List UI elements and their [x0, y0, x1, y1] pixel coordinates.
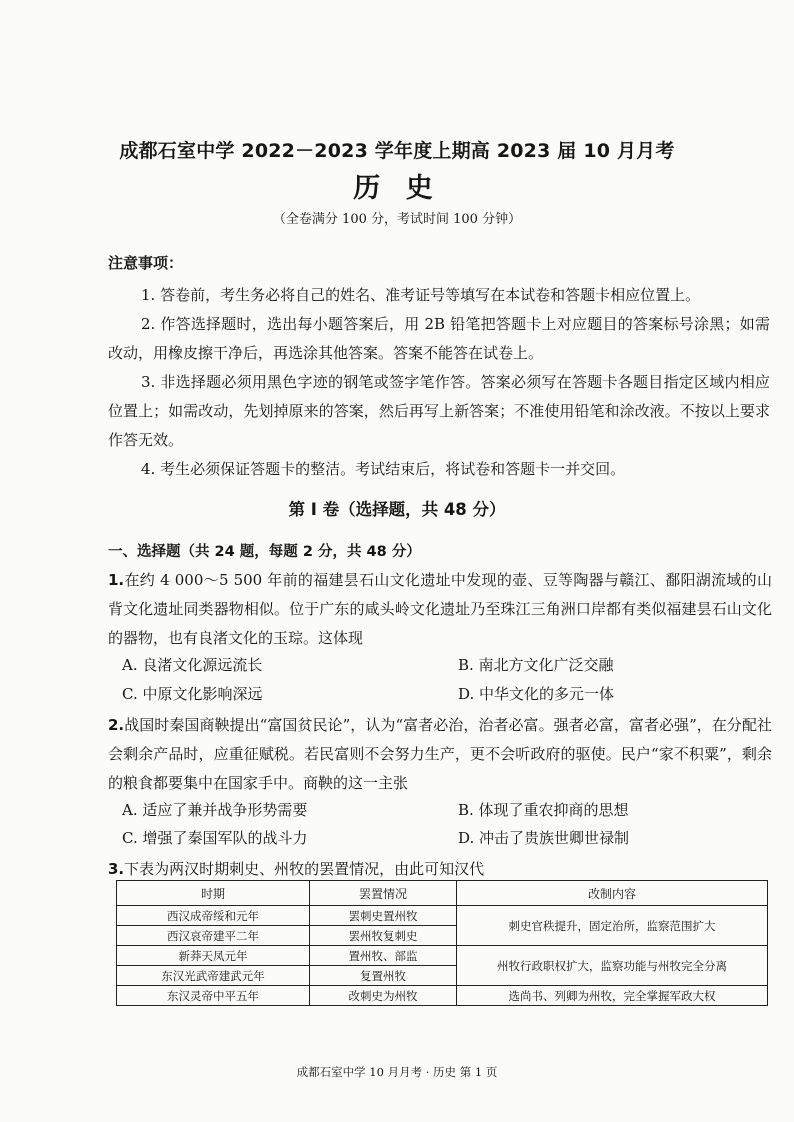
table-cell-reform: 刺史官秩提升，固定治所，监察范围扩大	[457, 906, 768, 946]
table-cell-status: 置州牧、部监	[310, 946, 457, 966]
option-d: D. 中华文化的多元一体	[458, 685, 615, 703]
notice-heading: 注意事项：	[108, 254, 184, 272]
part-heading: 一、选择题（共 24 题，每题 2 分，共 48 分）	[108, 544, 421, 560]
option-a: A. 适应了兼并战争形势需要	[122, 801, 308, 819]
table-row	[117, 986, 768, 1006]
question-number: 3.	[108, 860, 125, 878]
notice-item: 1. 答卷前，考生务必将自己的姓名、准考证号等填写在本试卷和答题卡相应位置上。	[141, 286, 701, 304]
notice-item: 2. 作答选择题时，选出每小题答案后，用 2B 铅笔把答题卡上对应题目的答案标号涂黑；如需改动，用橡皮擦干净后，再选涂其他答案。答案不能答在试卷上。	[108, 315, 770, 362]
table-header: 罢置情况	[310, 881, 457, 906]
question-stem: 战国时秦国商鞅提出“富国贫民论”，认为“富者必治，治者必富。强者必富，富者必强”，在分配社会剩余产品时，应重征赋税。若民富则不会努力生产，更不会听政府的驱使。民户“家不积粟”，剩余的粮食都要集中在国家手中。商鞅的这一主张	[108, 716, 772, 792]
table-cell-status: 罢刺史置州牧	[310, 906, 457, 926]
reform-table	[116, 880, 768, 1006]
section-heading: 第 Ⅰ 卷（选择题，共 48 分）	[288, 500, 506, 519]
notice-item: 3. 非选择题必须用黑色字迹的钢笔或签字笔作答。答案必须写在答题卡各题目指定区域内相应位置上；如需改动，先划掉原来的答案，然后再写上新答案；不准使用铅笔和涂改液。不按以上要求作答无效。	[108, 373, 770, 449]
option-b: B. 体现了重农抑商的思想	[458, 801, 629, 819]
option-a: A. 良渚文化源远流长	[122, 656, 263, 674]
table-header-row	[117, 881, 768, 906]
table-header: 改制内容	[457, 881, 768, 906]
subject-title: 历 史	[353, 173, 441, 204]
option-c: C. 增强了秦国军队的战斗力	[122, 829, 308, 847]
exam-meta: （全卷满分 100 分，考试时间 100 分钟）	[272, 212, 522, 227]
question-2	[108, 711, 772, 798]
table-cell-status: 复置州牧	[310, 966, 457, 986]
page-footer: 成都石室中学 10 月月考 · 历史 第 1 页	[296, 1065, 498, 1079]
option-d: D. 冲击了贵族世卿世禄制	[458, 829, 630, 847]
notice-item: 4. 考生必须保证答题卡的整洁。考试结束后，将试卷和答题卡一并交回。	[141, 460, 626, 478]
option-c: C. 中原文化影响深远	[122, 685, 263, 703]
table-cell-period: 东汉灵帝中平五年	[117, 986, 310, 1006]
question-number: 1.	[108, 571, 125, 589]
table-cell-status: 改刺史为州牧	[310, 986, 457, 1006]
option-b: B. 南北方文化广泛交融	[458, 656, 614, 674]
table-row	[117, 906, 768, 926]
table-cell-period: 东汉光武帝建武元年	[117, 966, 310, 986]
question-stem: 下表为两汉时期刺史、州牧的罢置情况，由此可知汉代	[124, 860, 485, 878]
table-cell-reform: 选尚书、列卿为州牧，完全掌握军政大权	[457, 986, 768, 1006]
table-cell-status: 罢州牧复刺史	[310, 926, 457, 946]
table-cell-period: 新莽天凤元年	[117, 946, 310, 966]
question-number: 2.	[108, 716, 125, 734]
question-stem: 在约 4 000～5 500 年前的福建昙石山文化遗址中发现的壶、豆等陶器与赣江、鄱阳湖流域的山背文化遗址同类器物相似。位于广东的咸头岭文化遗址乃至珠江三角洲口岸都有类似福建昙石山文化的器物，也有良渚文化的玉琮。这体现	[108, 571, 772, 647]
table-row	[117, 946, 768, 966]
table-header: 时期	[117, 881, 310, 906]
question-1	[108, 566, 772, 653]
table-cell-reform: 州牧行政职权扩大，监察功能与州牧完全分离	[457, 946, 768, 986]
table-cell-period: 西汉哀帝建平二年	[117, 926, 310, 946]
table-cell-period: 西汉成帝绥和元年	[117, 906, 310, 926]
exam-title: 成都石室中学 2022－2023 学年度上期高 2023 届 10 月月考	[119, 140, 675, 162]
